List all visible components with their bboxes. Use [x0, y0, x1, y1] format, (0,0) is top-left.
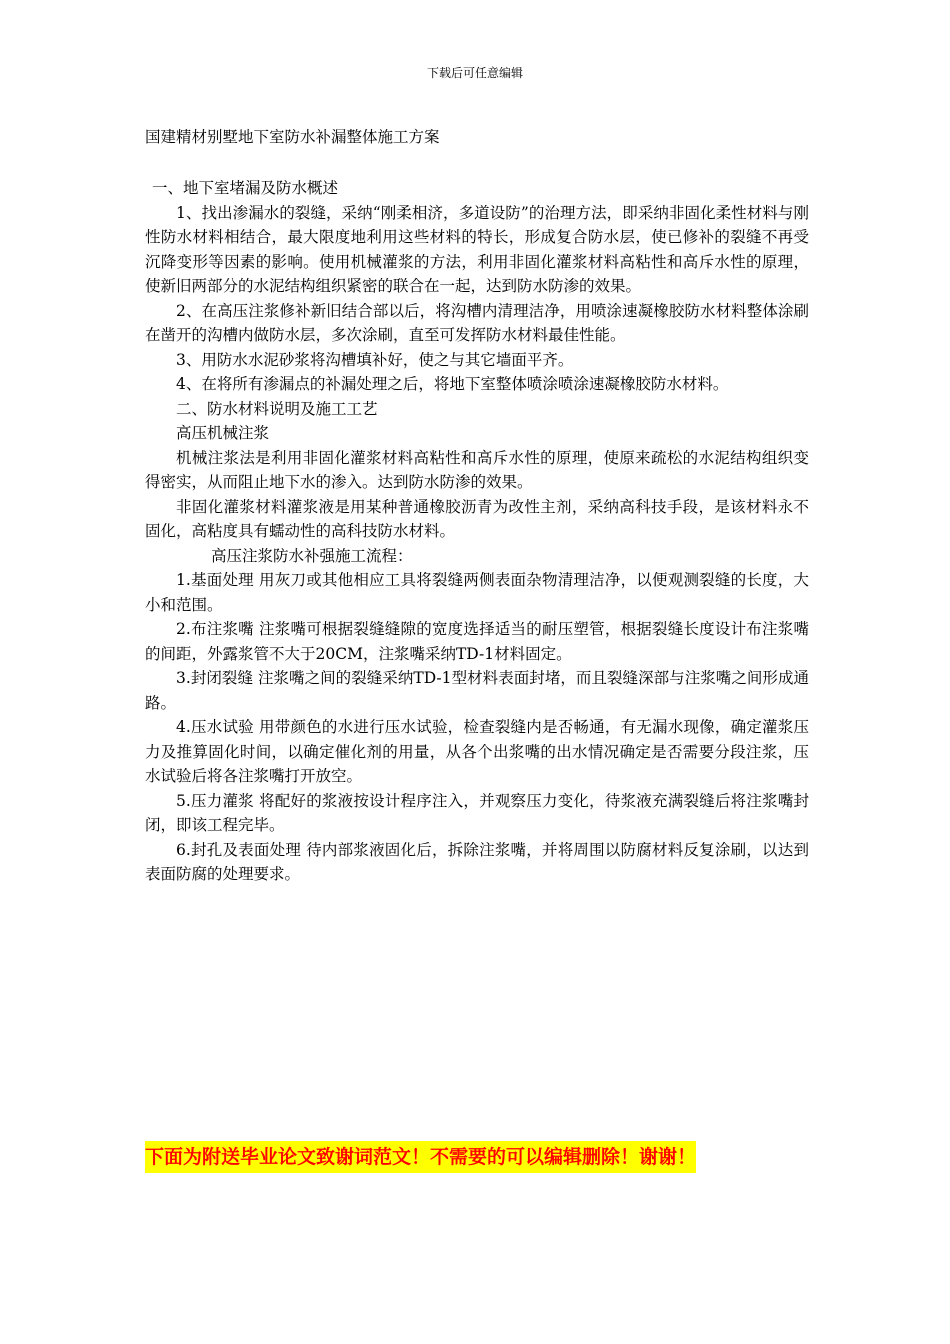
- document-body: [145, 122, 809, 887]
- process-heading: 高压注浆防水补强施工流程：: [211, 546, 413, 565]
- process-step: 1.基面处理 用灰刀或其他相应工具将裂缝两侧表面杂物清理洁净，以便观测裂缝的长度，大小和范围。: [145, 571, 809, 614]
- paragraph-6: 非固化灌浆材料灌浆液是用某种普通橡胶沥青为改性主剂，采纳高科技手段，是该材料永不固化，高粘度具有蠕动性的高科技防水材料。: [145, 497, 809, 540]
- document-title: 国建精材别墅地下室防水补漏整体施工方案: [145, 128, 440, 146]
- sub-heading: 高压机械注浆: [176, 424, 270, 442]
- section-heading-2: 二、防水材料说明及施工工艺: [176, 399, 378, 418]
- process-step: 5.压力灌浆 将配好的浆液按设计程序注入，并观察压力变化，待浆液充满裂缝后将注浆嘴封闭，即该工程完毕。: [145, 791, 809, 834]
- process-step: 2.布注浆嘴 注浆嘴可根据裂缝缝隙的宽度选择适当的耐压塑管，根据裂缝长度设计布注浆嘴的间距，外露浆管不大于20CM，注浆嘴采纳TD-1材料固定。: [145, 620, 809, 663]
- page-header-note: 下载后可任意编辑: [426, 66, 523, 80]
- paragraph-5: 机械注浆法是利用非固化灌浆材料高粘性和高斥水性的原理，使原来疏松的水泥结构组织变得密实，从而阻止地下水的渗入。达到防水防渗的效果。: [145, 448, 809, 491]
- paragraph-3: 3、用防水水泥砂浆将沟槽填补好，使之与其它墙面平齐。: [176, 350, 574, 369]
- appendix-notice-banner: 下面为附送毕业论文致谢词范文！不需要的可以编辑删除！谢谢！: [145, 1141, 696, 1173]
- process-step: 3.封闭裂缝 注浆嘴之间的裂缝采纳TD-1型材料表面封堵，而且裂缝深部与注浆嘴之间形成通路。: [145, 669, 809, 712]
- process-step: 6.封孔及表面处理 待内部浆液固化后，拆除注浆嘴，并将周围以防腐材料反复涂刷，以达到表面防腐的处理要求。: [145, 840, 809, 883]
- section-heading-1: 一、地下室堵漏及防水概述: [152, 179, 339, 197]
- paragraph-2: 2、在高压注浆修补新旧结合部以后，将沟槽内清理洁净，用喷涂速凝橡胶防水材料整体涂刷在凿开的沟槽内做防水层，多次涂刷，直至可发挥防水材料最佳性能。: [145, 301, 809, 344]
- paragraph-1: 1、找出渗漏水的裂缝，采纳“刚柔相济，多道设防”的治理方法，即采纳非固化柔性材料与刚性防水材料相结合，最大限度地利用这些材料的特长，形成复合防水层，使已修补的裂缝不再受沉降变形等因素的影响。使用机械灌浆的方法，利用非固化灌浆材料高粘性和高斥水性的原理，使新旧两部分的水泥结构组织紧密的联合在一起，达到防水防渗的效果。: [145, 203, 809, 295]
- paragraph-4: 4、在将所有渗漏点的补漏处理之后，将地下室整体喷涂喷涂速凝橡胶防水材料。: [176, 375, 729, 393]
- process-step: 4.压水试验 用带颜色的水进行压水试验，检查裂缝内是否畅通，有无漏水现像，确定灌浆压力及推算固化时间，以确定催化剂的用量，从各个出浆嘴的出水情况确定是否需要分段注浆，压水试验后将各注浆嘴打开放空。: [145, 718, 809, 785]
